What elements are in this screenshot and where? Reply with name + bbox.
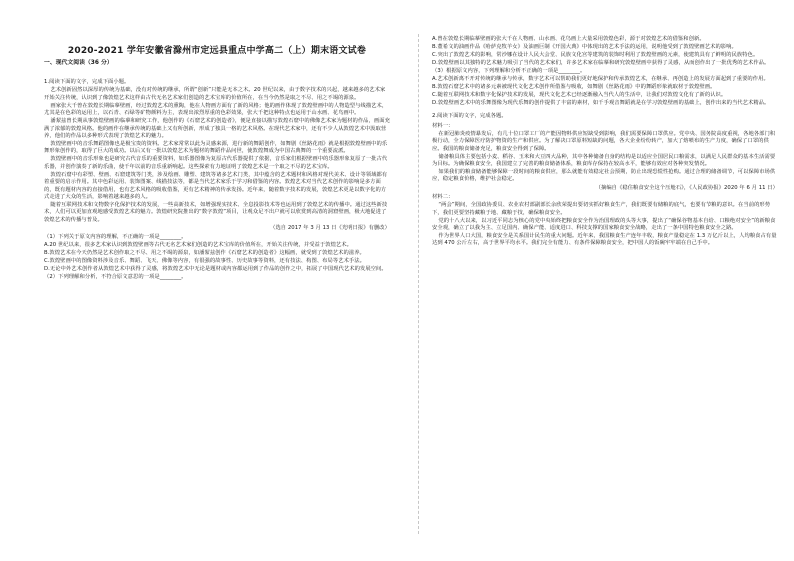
answer-option: D.敦煌壁画艺术中的乐舞图像为现代乐舞的创作提供了丰富的素材，如千手观音舞蹈就是在学习敦煌壁画的基础上，创作出来的当代艺术精品。	[432, 100, 770, 107]
answer-option: D.敦煌壁画以其独特的艺术魅力吸引了当代的艺术家们，许多艺术家在临摹和研究敦煌壁画中获得了灵感，从而创作出了一批优秀的艺术作品。	[432, 60, 770, 66]
material-label: 材料一：	[432, 122, 454, 129]
answer-option: D.无论中外艺术创作者从敦煌艺术中获得了灵感，将敦煌艺术中无论是题材或内容都运用到了作品的创作之中，拓展了中国现代艺术的发展空间。	[44, 265, 387, 272]
paragraph: 艺术创新固然以深厚的传统为基础，没有对传统的继承，所谓“创新”只能是无本之木。20 世纪以来，由于数字技术的兴起，越来越多的艺术家开始关注传统，认识到了像敦煌艺术这样由古代无名艺术家们创造的艺术宝库的价值所在，在当今仍然是取之不尽、用之不竭的源泉。	[44, 87, 386, 101]
answer-option: C.敦煌壁画中的图像资料涉及音乐、舞蹈、飞天、佛像等内容，有很强的故事性、历史故事等资料，还有技法、构图、布局等艺术手法。	[44, 257, 365, 264]
paragraph: 潘絜兹曾长期从事敦煌壁画的临摹和研究工作，他创作的《石窟艺术的创造者》，便是直接以描写敦煌石窟中的佛像艺术家为题材的作品，画面充满了浓郁的敦煌风格。他的画作在继承传统的基础上又有所创新，形成了独具一格的艺术风格。在现代艺术家中，还有不少人从敦煌艺术中汲取营养，他们的作品以多种形式表现了敦煌艺术的魅力。	[44, 118, 390, 140]
paragraph: 敦煌壁画中的音乐形象也是研究古代音乐的重要资料，如乐器图像为复原古代乐器提供了依据，音乐家们根据壁画中的乐器形象复原了一批古代乐器，并创作演奏了新的乐曲，使千年以前的音乐重新响起。这些探索有力地证明了敦煌艺术是一个取之不尽的艺术宝库。	[44, 156, 388, 170]
paragraph: 储备粮具体主要包括小麦、稻谷、玉米和大豆四大品种，其中各种储备自身的结构是以适应全国居民口粮需求，以满足人民群众的基本生活需要为目标。为确保粮食安全，我国建立了完善的粮食储备体系，粮食库存保持在较高水平，能够有效应对各种突发情况。	[432, 153, 776, 168]
material-label: 材料二：	[432, 194, 454, 201]
left-column-body	[44, 60, 390, 282]
source-note: （选自 2017 年 3 月 13 日《光明日报》有删改）	[270, 225, 390, 232]
answer-option: B.敦煌艺术在今天仍然是艺术创作取之不尽、用之不竭的源泉，如潘絜兹创作《石窟艺术的创造者》这幅画，就受到了敦煌艺术的滋养。	[44, 249, 365, 256]
section-heading: 一、现代文阅读（36 分）	[44, 60, 113, 66]
paragraph: 随着互联网技术和文物数字化保护技术的发展，一些高新技术，如增强现实技术、全息投影技术等也运用到了敦煌艺术的传播中。通过这些新技术，人们可以更加直观地感受敦煌艺术的魅力。敦煌研究院推出的“数字敦煌”项目，让观众足不出户就可以欣赏到高清的洞窟壁画，极大地促进了敦煌艺术的传播与普及。	[44, 202, 388, 223]
answer-option: C.突出了敦煌艺术的影响，常沙娜在设计人民大会堂、民族文化宫等建筑的装饰时利用了敦煌壁画的元素，使建筑具有了鲜明的民族特色。	[432, 52, 759, 58]
question-stem: （2）下列理解和分析，不符合原文意思的一项是________。	[44, 274, 187, 281]
answer-option: A.曾在敦煌长期临摹壁画的张大千在人物画、山水画、花鸟画上大量采用敦煌色彩，源于对敦煌艺术的借鉴和创新。	[432, 36, 705, 42]
answer-option: B.敦煌石窟艺术中的诸多元素被现代文化艺术创作所借鉴与吸收，如舞剧《丝路花雨》中的舞蹈形象就取材于敦煌壁画。	[432, 84, 716, 91]
question-stem: （3）根据原文内容，下列理解和分析不正确的一项是________。	[432, 68, 586, 75]
answer-option: C.随着互联网技术和数字化保护技术的发展，现代文化艺术已经逐渐融入当代人的生活中，让我们对敦煌文化有了新的认识。	[432, 92, 727, 99]
paragraph: 党的十八大以来，以习近平同志为核心的党中央始终把粮食安全作为治国理政的头等大事，提出了“确保谷物基本自给、口粮绝对安全”的新粮食安全观，确立了以我为主、立足国内、确保产能、适度进口、科技支撑的国家粮食安全战略，走出了一条中国特色粮食安全之路。	[432, 217, 776, 232]
paragraph: 敦煌石窟中有彩塑、壁画、石窟建筑等门类，涉及绘画、雕塑、建筑等诸多艺术门类，其中蕴含的艺术题材和风格对现代美术、设计等领域都有着重要的启示作用。其中色彩运用、装饰图案、线描技法等，都是当代艺术家乐于学习和借鉴的内容。敦煌艺术对当代艺术创作的影响是多方面的，既有题材内容的直接借用，也有艺术风格的吸收借鉴，更有艺术精神的传承发扬。近年来，随着数字技术的发展，敦煌艺术更是以数字化的方式走进了大众的生活，影响着越来越多的人。	[44, 171, 388, 201]
paragraph: 画家张大千曾在敦煌长期临摹壁画，经过敦煌艺术的熏陶，他在人物画方面有了新的风格；他的画作体现了敦煌壁画中的人物造型与线描艺术，尤其是在色彩的运用上，以石青、石绿等矿物颜料为主，表现出浓烈厚重的色彩效果，张大千把这种特点也运用于山水画、花鸟画中。	[44, 102, 388, 117]
source-note: （摘编自《稳住粮食安全这个压舱石》，《人民政协报》2020 年 6 月 11 日）	[595, 184, 778, 191]
answer-option: A.20 世纪以来，很多艺术家认识到敦煌壁画等古代无名艺术家们创造的艺术宝库的价值所在，开始关注传统，并受益于敦煌艺术。	[44, 241, 352, 248]
paragraph: 1.阅读下面的文字，完成下面小题。	[44, 79, 130, 86]
answer-option: B.董希文的油画作品《哈萨克牧羊女》及油画巨制《开国大典》中体现出的艺术手法的运用，说明他受到了敦煌壁画艺术的影响。	[432, 44, 737, 50]
question-stem: （1）下列关于原文内容的理解，不正确的一项是________。	[44, 233, 187, 240]
paragraph: 作为世界人口大国，粮食安全是关系国计民生的重大问题。近年来，我国粮食生产连年丰收，粮食产量稳定在 1.3 万亿斤以上，人均粮食占有量达到 470 公斤左右，高于世界平均水平。我们完全有能力、有条件保障粮食安全，把中国人的饭碗牢牢端在自己手中。	[432, 233, 777, 247]
right-column	[432, 36, 778, 248]
paragraph	[432, 108, 778, 112]
paragraph: “两会”期间，全国政协委员、农业农村部副部长余欣荣提出要切实抓好粮食生产，我们既要有储粮的底气，也要有节粮的意识。在当前的形势下，我们更要坚持藏粮于地、藏粮于技，确保粮食安全。	[432, 202, 771, 216]
page-title: 2020-2021 学年安徽省滁州市定远县重点中学高二（上）期末语文试卷	[67, 46, 367, 56]
paragraph: 敦煌壁画中的音乐舞蹈图像也是极宝贵的资料。艺术家常常以此为灵感来源，进行新的舞蹈创作，如舞剧《丝路花雨》就是根据敦煌壁画中的乐舞形象创作的，取得了巨大的成功。以后又有一批以敦煌艺术为题材的舞蹈作品问世，使敦煌舞成为中国古典舞的一个重要流派。	[44, 141, 388, 155]
paragraph: 在新冠肺炎疫情暴发后，有几十位口罩工厂的产能因物料供应短缺受到影响，我们需要保障口罩供应。党中央、国务院高度重视，各地各部门积极行动，全力保障医疗防护物资的生产和供应。为了解决口罩原料短缺的问题，各大企业纷纷转产，加大了熔喷布的生产力度，确保了口罩的供应。我国的粮食储备充足，粮食安全得到了保障。	[432, 130, 776, 152]
column-divider	[418, 34, 419, 534]
paragraph: 如果我们的粮食储备能够保障一段时间的粮食供应，那么就能有效稳定社会预期，防止出现恐慌性抢购。通过合理的储备调节，可以保障市场供应，稳定粮食价格，维护社会稳定。	[432, 169, 776, 183]
question-stem: 2.阅读下面的文字，完成各题。	[432, 113, 507, 120]
answer-option: A.艺术创新离不开对传统的继承与传承，数字艺术可以帮助我们更好地保护和传承敦煌艺术，在继承、再创造上的发展方面起到了重要的作用。	[432, 76, 769, 83]
